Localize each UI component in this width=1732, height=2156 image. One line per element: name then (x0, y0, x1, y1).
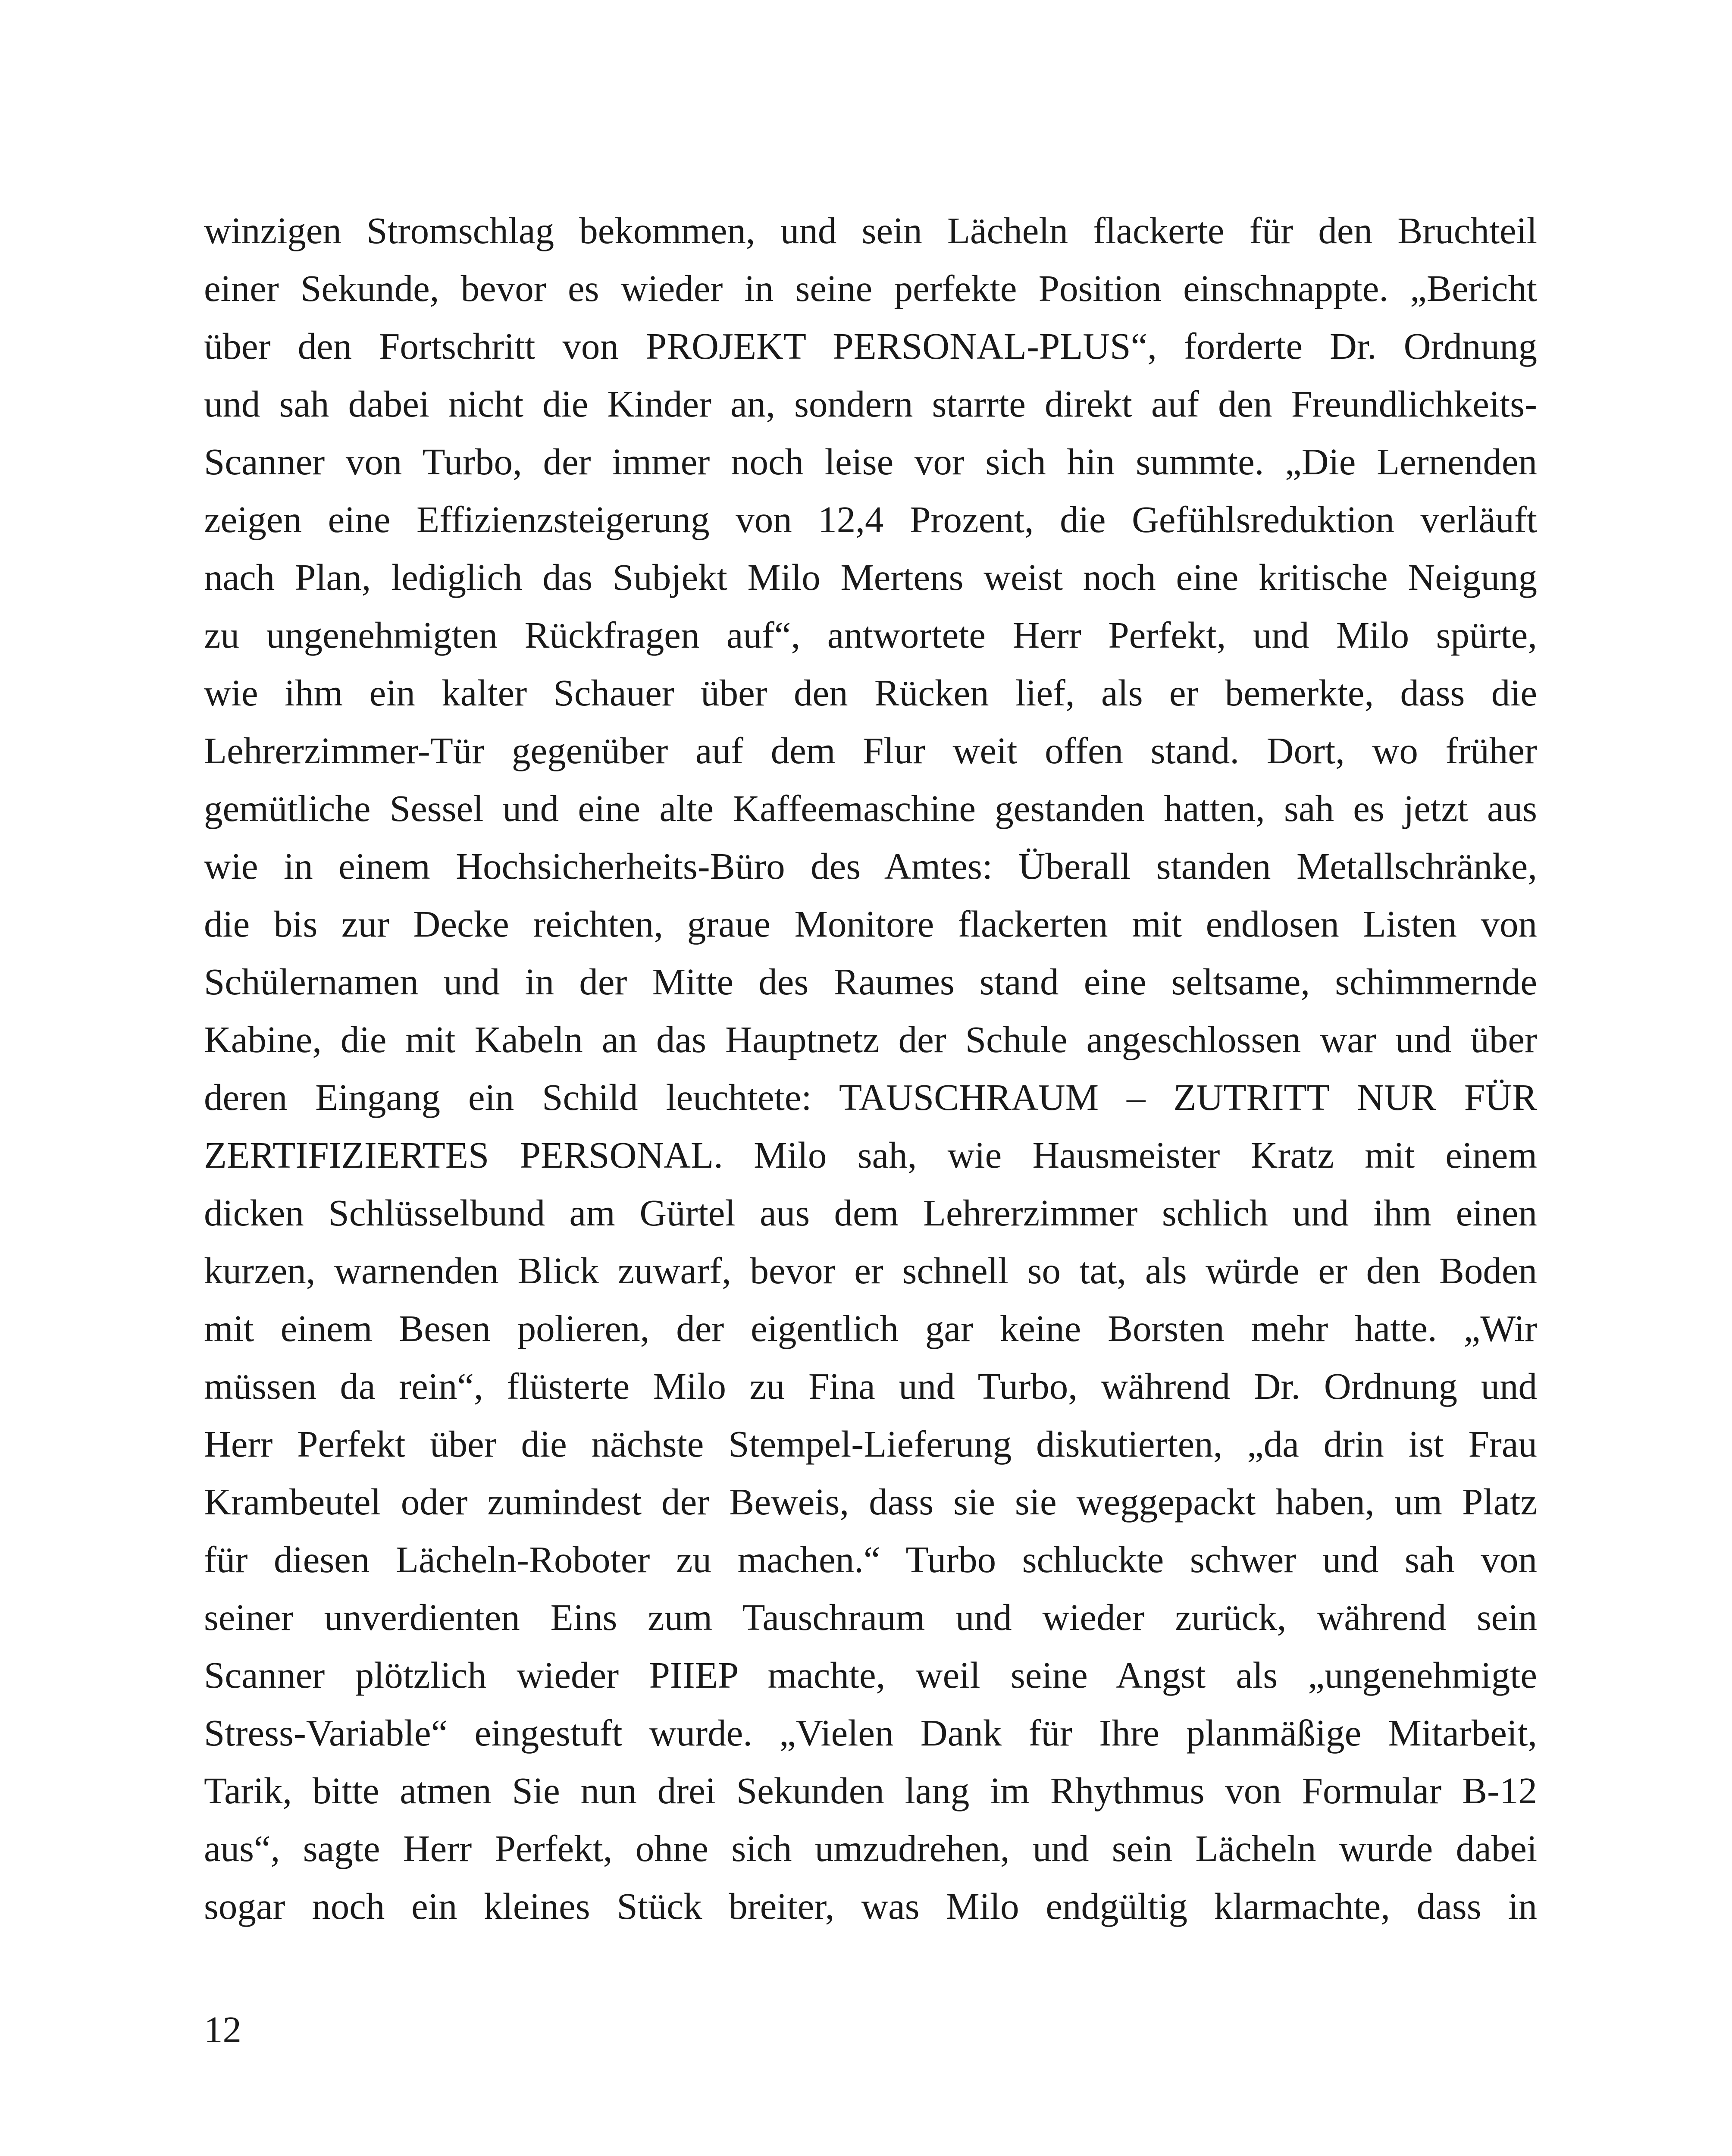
text-line: für diesen Lächeln-Roboter zu machen.“ Turbo schluckte schwer und sah von (204, 1539, 1537, 1580)
text-line: die bis zur Decke reichten, graue Monitore flackerten mit endlosen Listen von (204, 903, 1537, 945)
text-line: Herr Perfekt über die nächste Stempel-Lieferung diskutierten, „da drin ist Frau (204, 1423, 1537, 1465)
text-line: Kabine, die mit Kabeln an das Hauptnetz der Schule angeschlossen war und über (204, 1018, 1537, 1060)
text-line: sogar noch ein kleines Stück breiter, was Milo endgültig klarmachte, dass in (204, 1885, 1537, 1927)
text-line: über den Fortschritt von PROJEKT PERSONAL-PLUS“, forderte Dr. Ordnung (204, 325, 1537, 367)
text-line: zu ungenehmigten Rückfragen auf“, antwortete Herr Perfekt, und Milo spürte, (204, 614, 1537, 656)
text-line: Tarik, bitte atmen Sie nun drei Sekunden lang im Rhythmus von Formular B-12 (204, 1770, 1537, 1811)
text-line: wie ihm ein kalter Schauer über den Rücken lief, als er bemerkte, dass die (204, 672, 1537, 714)
text-line: müssen da rein“, flüsterte Milo zu Fina und Turbo, während Dr. Ordnung und (204, 1365, 1537, 1407)
text-line: dicken Schlüsselbund am Gürtel aus dem Lehrerzimmer schlich und ihm einen (204, 1192, 1537, 1234)
text-line: kurzen, warnenden Blick zuwarf, bevor er schnell so tat, als würde er den Boden (204, 1250, 1537, 1291)
text-line: und sah dabei nicht die Kinder an, sondern starrte direkt auf den Freundlichkeits- (204, 383, 1537, 425)
text-line: Stress-Variable“ eingestuft wurde. „Vielen Dank für Ihre planmäßige Mitarbeit, (204, 1712, 1537, 1754)
text-line: seiner unverdienten Eins zum Tauschraum und wieder zurück, während sein (204, 1596, 1537, 1638)
text-line: gemütliche Sessel und eine alte Kaffeemaschine gestanden hatten, sah es jetzt aus (204, 787, 1537, 829)
text-line: Lehrerzimmer-Tür gegenüber auf dem Flur weit offen stand. Dort, wo früher (204, 730, 1537, 771)
text-line: Scanner von Turbo, der immer noch leise vor sich hin summte. „Die Lernenden (204, 441, 1537, 483)
text-line: mit einem Besen polieren, der eigentlich gar keine Borsten mehr hatte. „Wir (204, 1307, 1537, 1349)
text-line: Schülernamen und in der Mitte des Raumes stand eine seltsame, schimmernde (204, 961, 1537, 1003)
body-text (204, 202, 1537, 1935)
text-line: ZERTIFIZIERTES PERSONAL. Milo sah, wie Hausmeister Kratz mit einem (204, 1134, 1537, 1176)
text-line: deren Eingang ein Schild leuchtete: TAUSCHRAUM – ZUTRITT NUR FÜR (204, 1076, 1537, 1118)
text-line: Scanner plötzlich wieder PIIEP machte, weil seine Angst als „ungenehmigte (204, 1654, 1537, 1696)
text-line: wie in einem Hochsicherheits-Büro des Amtes: Überall standen Metallschränke, (204, 845, 1537, 887)
text-line: zeigen eine Effizienzsteigerung von 12,4 Prozent, die Gefühlsreduktion verläuft (204, 498, 1537, 540)
text-line: aus“, sagte Herr Perfekt, ohne sich umzudrehen, und sein Lächeln wurde dabei (204, 1827, 1537, 1869)
text-line: Krambeutel oder zumindest der Beweis, dass sie sie weggepackt haben, um Platz (204, 1481, 1537, 1523)
page-number: 12 (204, 2009, 241, 2050)
text-line: nach Plan, lediglich das Subjekt Milo Mertens weist noch eine kritische Neigung (204, 556, 1537, 598)
text-line: winzigen Stromschlag bekommen, und sein Lächeln flackerte für den Bruchteil (204, 210, 1537, 251)
text-line: einer Sekunde, bevor es wieder in seine perfekte Position einschnappte. „Bericht (204, 267, 1537, 309)
